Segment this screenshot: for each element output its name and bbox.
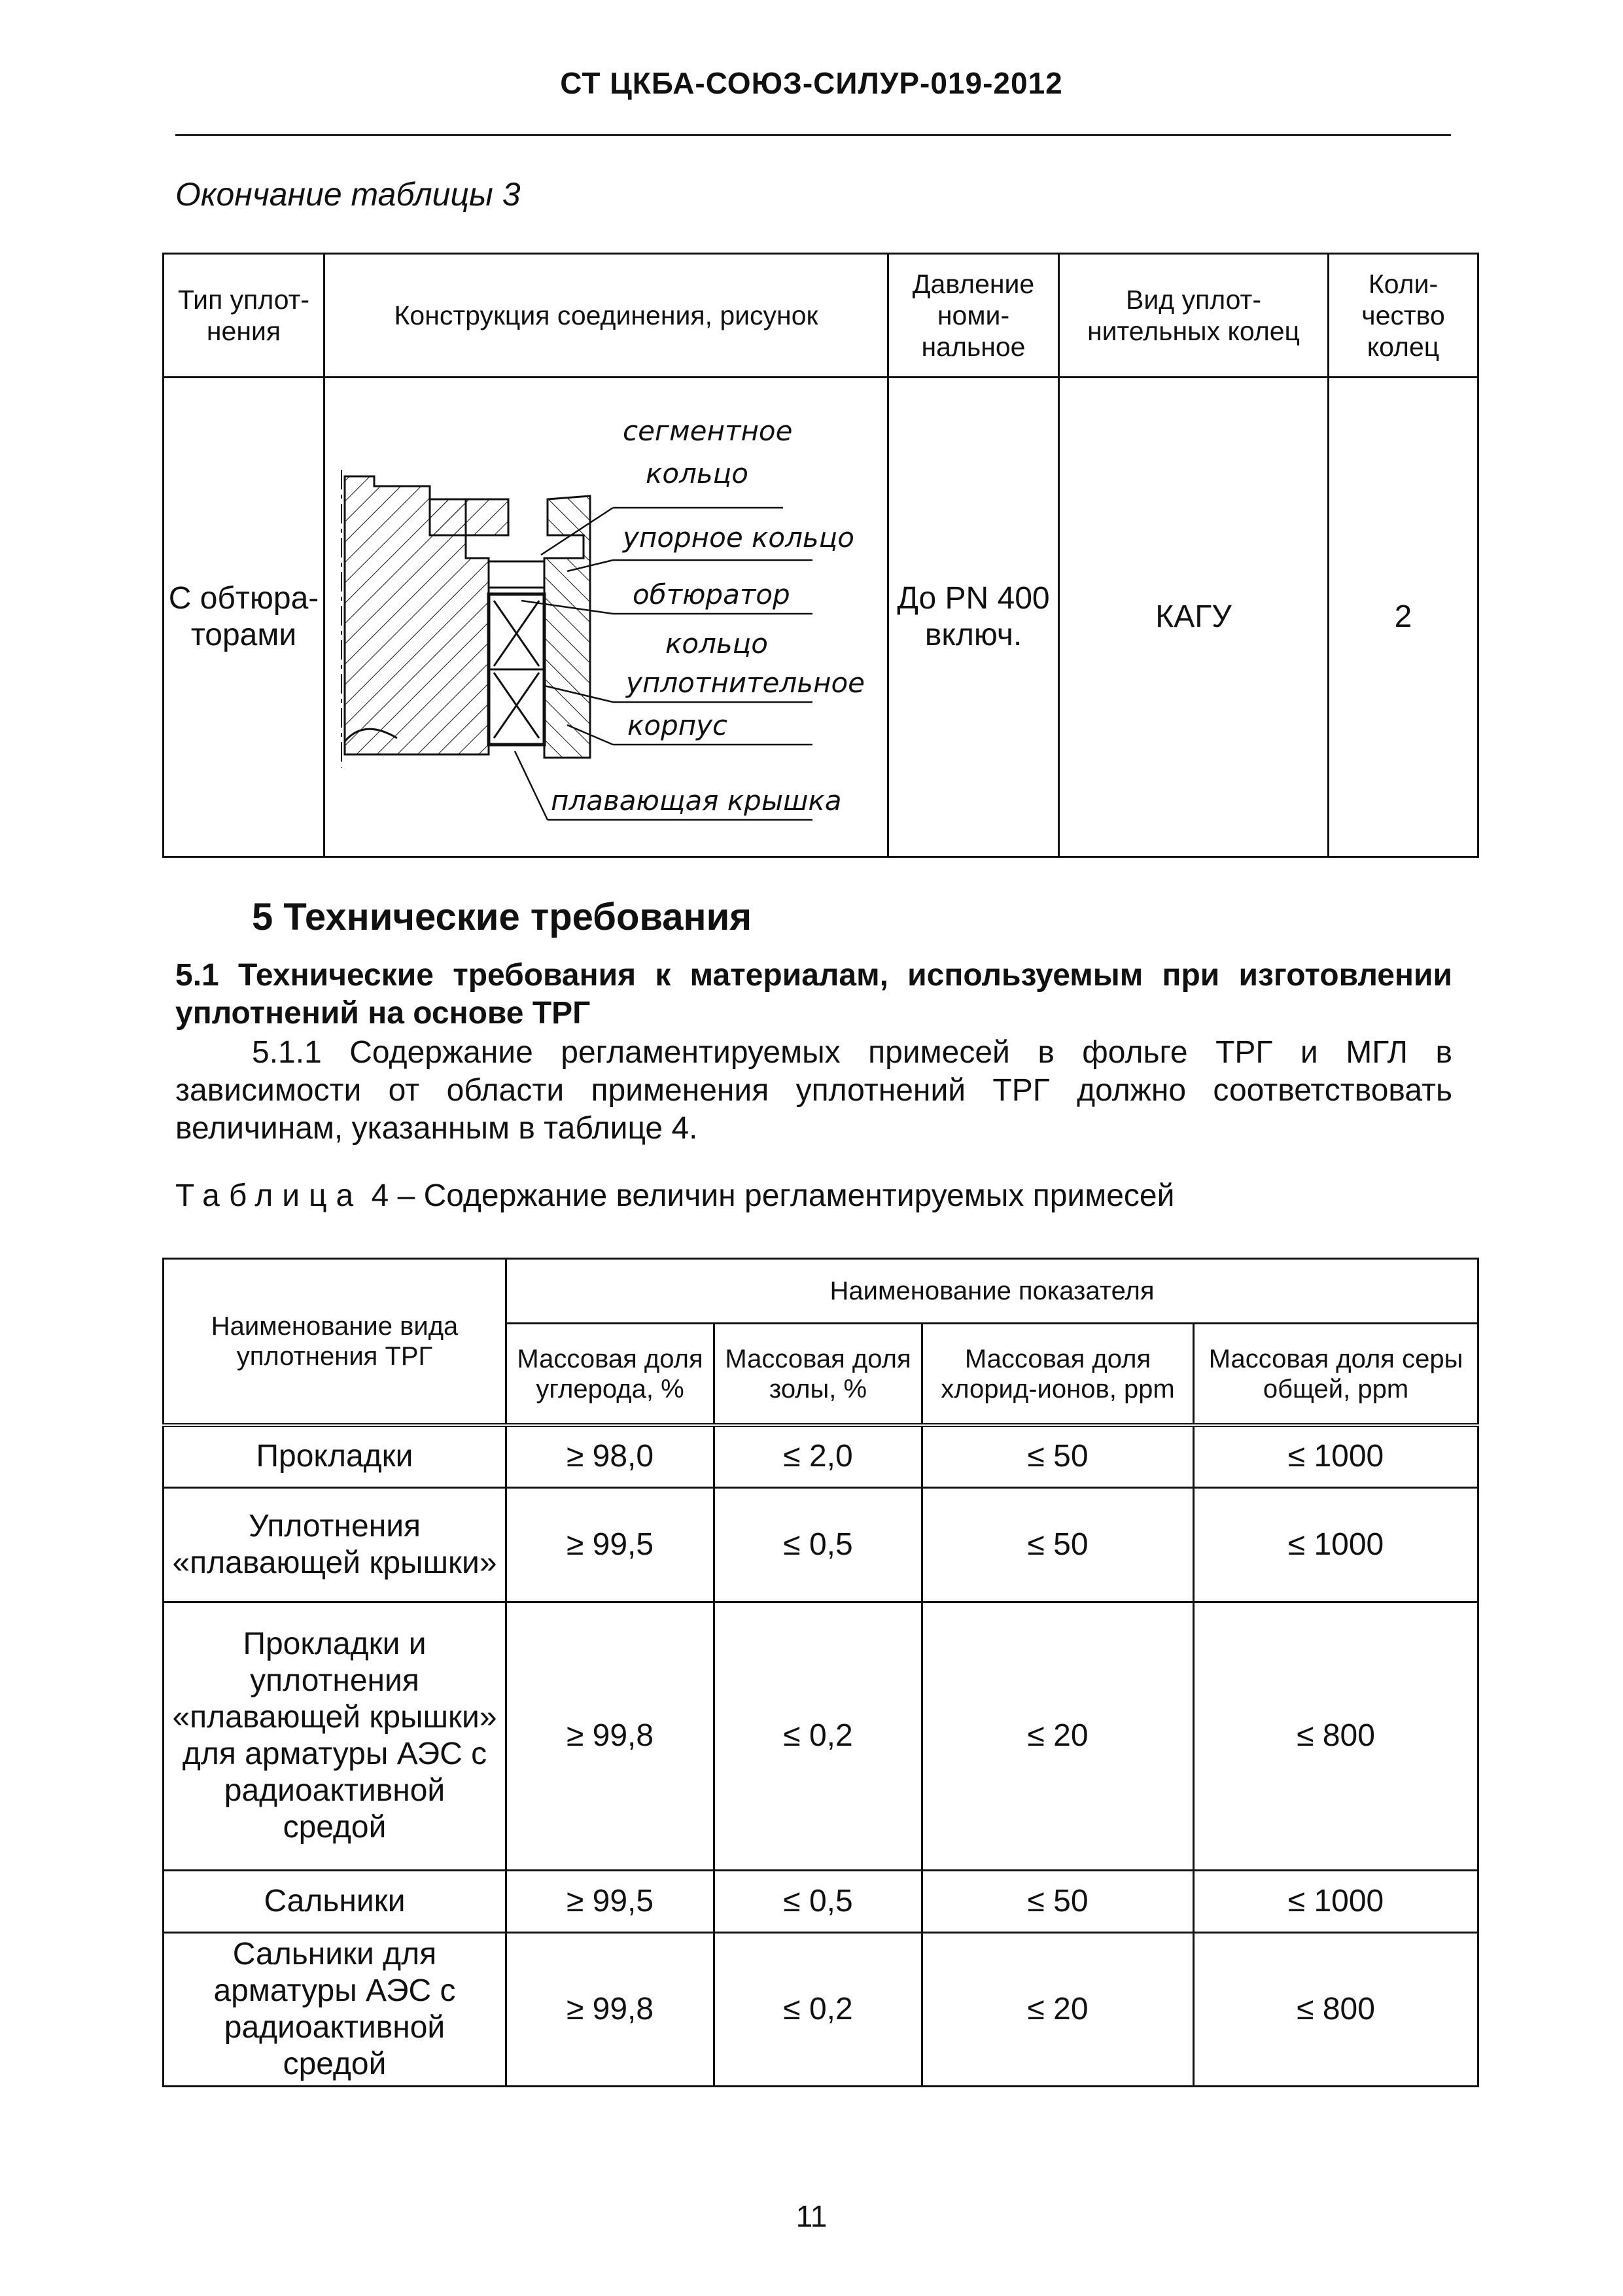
segment-ring-shape xyxy=(430,499,508,535)
t4-header-sulfur: Массовая доля серы общей, ppm xyxy=(1194,1324,1478,1425)
t3-pressure-cell: До PN 400 включ. xyxy=(888,378,1059,857)
t3-header-pressure: Давление номи- нальное xyxy=(888,254,1059,378)
t4-row-sulfur: ≤ 1000 xyxy=(1194,1870,1478,1932)
table-row xyxy=(164,1870,1478,1932)
t3-header-type: Тип уплот- нения xyxy=(164,254,324,378)
t4-row-name: Сальники для арматуры АЭС с радиоактивной средой xyxy=(164,1932,506,2086)
subsection-title: 5.1 Технические требования к материалам, используемым при изготовлении уплотнений на основе ТРГ xyxy=(175,958,1452,1031)
t4-row-chloride: ≤ 50 xyxy=(922,1870,1194,1932)
page-number: 11 xyxy=(795,2199,828,2233)
t4-header-indicator: Наименование показателя xyxy=(506,1259,1478,1324)
document-code: СТ ЦКБА-СОЮЗ-СИЛУР-019-2012 xyxy=(560,66,1063,100)
section-title: 5 Технические требования xyxy=(252,896,752,938)
t4-row-carbon: ≥ 99,8 xyxy=(506,1932,714,2086)
t4-row-carbon: ≥ 99,5 xyxy=(506,1487,714,1602)
t4-header-ash: Массовая доля золы, % xyxy=(714,1324,922,1425)
table-4 xyxy=(162,1258,1479,2087)
label-segment-ring-2: кольцо xyxy=(646,457,748,489)
t3-header-construction: Конструкция соединения, рисунок xyxy=(324,254,888,378)
paragraph-5-1-1: 5.1.1 Содержание регламентируемых примесей в фольге ТРГ и МГЛ в зависимости от области применения уплотнений ТРГ должно соответствовать величинам, указанным в таблице 4. xyxy=(175,1035,1452,1146)
table-4-caption xyxy=(175,1178,1174,1214)
t4-row-ash: ≤ 0,2 xyxy=(714,1932,922,2086)
t4-row-sulfur: ≤ 800 xyxy=(1194,1932,1478,2086)
table-3 xyxy=(162,253,1479,858)
label-obturator: обтюратор xyxy=(633,578,790,610)
t4-row-chloride: ≤ 50 xyxy=(922,1425,1194,1487)
t4-row-ash: ≤ 0,5 xyxy=(714,1487,922,1602)
t4-row-ash: ≤ 0,5 xyxy=(714,1870,922,1932)
t4-row-chloride: ≤ 20 xyxy=(922,1932,1194,2086)
t3-ring-count-cell: 2 xyxy=(1329,378,1478,857)
t3-ring-type-cell: КАГУ xyxy=(1059,378,1329,857)
construction-drawing-cell xyxy=(324,378,888,857)
thrust-ring-shape xyxy=(489,561,544,588)
t4-row-sulfur: ≤ 800 xyxy=(1194,1602,1478,1870)
t4-row-name: Прокладки xyxy=(164,1425,506,1487)
t4-header-row-1 xyxy=(164,1259,1478,1324)
label-thrust-ring: упорное кольцо xyxy=(623,521,854,554)
t4-row-name: Сальники xyxy=(164,1870,506,1932)
body-shape xyxy=(544,496,590,758)
label-body: корпус xyxy=(627,709,728,741)
label-sealing-ring-1: кольцо xyxy=(665,627,768,660)
t4-header-seal-type: Наименование вида уплотнения ТРГ xyxy=(164,1259,506,1426)
t4-header-chloride: Массовая доля хлорид-ионов, ppm xyxy=(922,1324,1194,1425)
table-continuation-label: Окончание таблицы 3 xyxy=(175,176,521,213)
t4-row-name: Прокладки и уплотнения «плавающей крышки» для арматуры АЭС с радиоактивной средой xyxy=(164,1602,506,1870)
t3-header-ring-type: Вид уплот- нительных колец xyxy=(1059,254,1329,378)
table-row xyxy=(164,1932,1478,2086)
table-4-caption-text: 4 – Содержание величин регламентируемых примесей xyxy=(371,1178,1175,1213)
label-floating-cover: плавающая крышка xyxy=(551,785,842,817)
t3-header-ring-count: Коли- чество колец xyxy=(1329,254,1478,378)
sealing-ring-1-shape xyxy=(494,601,539,666)
table-row xyxy=(164,1602,1478,1870)
t4-row-carbon: ≥ 99,8 xyxy=(506,1602,714,1870)
seal-construction-drawing xyxy=(325,378,889,856)
table-row xyxy=(164,1487,1478,1602)
header-divider xyxy=(175,134,1451,136)
table-3-row xyxy=(164,378,1478,857)
t4-row-name: Уплотнения «плавающей крышки» xyxy=(164,1487,506,1602)
t4-row-ash: ≤ 2,0 xyxy=(714,1425,922,1487)
t4-row-carbon: ≥ 99,5 xyxy=(506,1870,714,1932)
t4-row-sulfur: ≤ 1000 xyxy=(1194,1487,1478,1602)
t4-header-carbon: Массовая доля углерода, % xyxy=(506,1324,714,1425)
label-segment-ring-1: сегментное xyxy=(623,415,793,447)
table-3-header-row xyxy=(164,254,1478,378)
table-row xyxy=(164,1425,1478,1487)
t4-row-chloride: ≤ 50 xyxy=(922,1487,1194,1602)
sealing-ring-2-shape xyxy=(494,673,539,738)
label-sealing-ring-2: уплотнительное xyxy=(626,667,865,699)
t3-type-cell: С обтюра- торами xyxy=(164,378,324,857)
t4-row-chloride: ≤ 20 xyxy=(922,1602,1194,1870)
t4-row-ash: ≤ 0,2 xyxy=(714,1602,922,1870)
t4-row-sulfur: ≤ 1000 xyxy=(1194,1425,1478,1487)
table-4-caption-label: Таблица xyxy=(175,1178,363,1213)
t4-row-carbon: ≥ 98,0 xyxy=(506,1425,714,1487)
